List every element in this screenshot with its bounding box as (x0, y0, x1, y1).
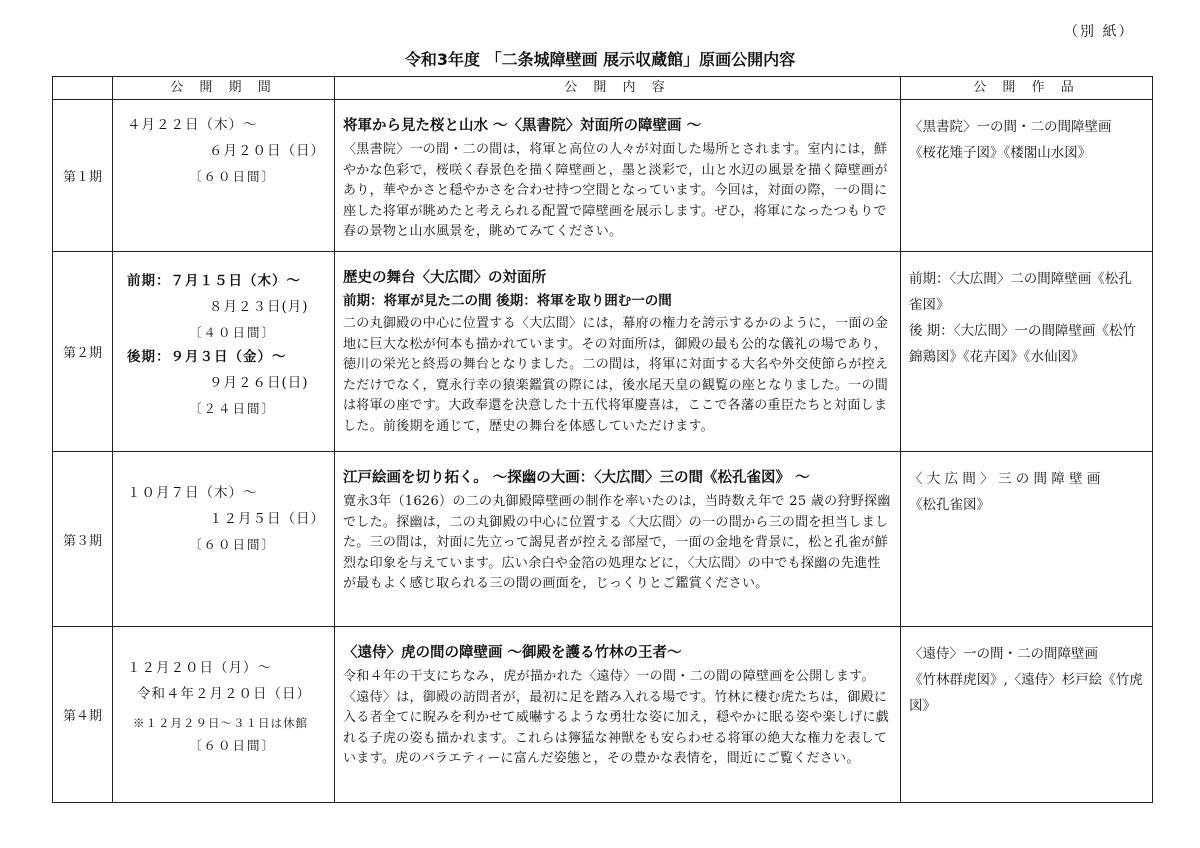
content-cell (335, 100, 901, 252)
content-cell (335, 452, 901, 627)
works-line: 《桜花雉子図》《楼閣山水図》 (909, 145, 1092, 161)
page-title: 令和3年度 「二条城障壁画 展示収蔵館」原画公開内容 (404, 50, 796, 69)
end-date-late: ９月２６日(日) (209, 375, 309, 391)
start-date: ４月２２日（木）～ (127, 117, 258, 133)
table-row (53, 627, 1153, 803)
content-cell (335, 627, 901, 803)
period-dates (113, 452, 335, 627)
period-label: 第３期 (53, 452, 113, 627)
closure-note: ※１２月２９日～３１日は休館 (133, 716, 308, 730)
day-count: 〔６０日間〕 (189, 169, 277, 184)
day-count: 〔４０日間〕 (189, 325, 277, 340)
content-title: 歴史の舞台〈大広間〉の対面所 (343, 270, 546, 286)
period-label: 第１期 (53, 100, 113, 252)
works-cell (901, 100, 1153, 252)
end-date: 令和４年２月２０日（日） (137, 686, 311, 702)
table-row (53, 452, 1153, 627)
start-date: 前期：７月１５日（木）～ (127, 273, 301, 289)
works-line: 〈遠侍〉一の間・二の間障壁画 (909, 646, 1098, 662)
start-date-late: 後期：９月３日（金）～ (127, 349, 287, 365)
end-date: ８月２３日(月) (209, 299, 309, 315)
content-subtitle: 前期：将軍が見た二の間 後期：将軍を取り囲む一の間 (343, 293, 672, 309)
works-line: 前期：〈大広間〉二の間障壁画《松孔雀図》 (909, 271, 1132, 313)
header-empty (53, 77, 113, 100)
content-body: 寛永3年（1626）の二の丸御殿障壁画の制作を率いたのは，当時数え年で 25 歳の狩野探幽でした。探幽は，二の丸御殿の中心に位置する〈大広間〉の一の間から三の間を担当しました。三の間は，対面に先立って謁見者が控える部屋で，一面の金地を背景に，松と孔雀が鮮烈な印象を与えています。広い余白や金箔の処理などに，〈大広間〉の中でも探幽の先進性が最もよく感じ取られる三の間の画面を，じっくりとご鑑賞ください。 (343, 494, 891, 591)
table-row (53, 252, 1153, 452)
works-line: 後 期：〈大広間〉一の間障壁画《松竹錦鶏図》《花卉図》《水仙図》 (909, 323, 1137, 365)
period-dates (113, 627, 335, 803)
content-title: 〈遠侍〉虎の間の障壁画 ～御殿を護る竹林の王者～ (343, 645, 682, 661)
day-count: 〔６０日間〕 (189, 738, 277, 753)
end-date: １２月５日（日） (209, 511, 325, 527)
works-cell (901, 252, 1153, 452)
header-works: 公 開 作 品 (901, 77, 1153, 100)
attachment-note: （別 紙） (1064, 24, 1135, 40)
works-cell (901, 452, 1153, 627)
content-body: 令和４年の干支にちなみ，虎が描かれた〈遠侍〉一の間・二の間の障壁画を公開します。〈遠侍〉は，御殿の訪問者が，最初に足を踏み入れる場です。竹林に棲む虎たちは，御殿に入る者全てに睨みを利かせて威嚇するような勇壮な姿に加え，穏やかに眠る姿や楽しげに戯れる子虎の姿も描かれます。これらは獰猛な神獣をも安らわせる将軍の絶大な権力を表しています。虎のバラエティーに富んだ姿態と，その豊かな表情を，間近にご覧ください。 (343, 669, 890, 766)
header-row (53, 77, 1153, 100)
table-row (53, 100, 1153, 252)
day-count: 〔６０日間〕 (189, 537, 277, 552)
period-label: 第２期 (53, 252, 113, 452)
end-date: ６月２０日（日） (209, 143, 325, 159)
period-label: 第４期 (53, 627, 113, 803)
works-line: 〈黒書院〉一の間・二の間障壁画 (909, 119, 1112, 135)
content-body: 二の丸御殿の中心に位置する〈大広間〉には，幕府の権力を誇示するかのように，一面の金地に巨大な松が何本も描かれています。その対面所は，御殿の最も公的な儀礼の場であり，徳川の栄光と終焉の舞台となりました。二の間は，将軍に対面する大名や外交使節らが控えただけでなく，寛永行幸の猿楽鑑賞の際には，後水尾天皇の観覧の座となりました。一の間は将軍の座です。大政奉還を決意した十五代将軍慶喜は，ここで各藩の重臣たちと対面しました。前後期を通じて，歴史の舞台を体感していただけます。 (343, 316, 889, 434)
works-cell (901, 627, 1153, 803)
start-date: １２月２０日（月）～ (127, 660, 272, 676)
content-cell (335, 252, 901, 452)
day-count-late: 〔２４日間〕 (189, 401, 277, 416)
works-line: 《松孔雀図》 (909, 497, 990, 513)
period-dates (113, 252, 335, 452)
content-title: 江戸絵画を切り拓く。 ～探幽の大画：〈大広間〉三の間《松孔雀図》 ～ (343, 470, 810, 486)
exhibition-table (52, 76, 1153, 803)
works-line: 《竹林群虎図》,〈遠侍〉杉戸絵《竹虎図》 (909, 672, 1143, 714)
content-title: 将軍から見た桜と山水 ～〈黒書院〉対面所の障壁画 ～ (343, 118, 702, 134)
start-date: １０月７日（木）～ (127, 485, 258, 501)
period-dates (113, 100, 335, 252)
header-period: 公 開 期 間 (113, 77, 335, 100)
header-content: 公 開 内 容 (335, 77, 901, 100)
content-body: 〈黒書院〉一の間・二の間は，将軍と高位の人々が対面した場所とされます。室内には，鮮やかな色彩で，桜咲く春景色を描く障壁画と，墨と淡彩で，山と水辺の風景を描く障壁画があり，華やかさと穏やかさを合わせ持つ空間となっています。今回は，対面の際，一の間に座した将軍が眺めたと考えられる配置で障壁画を展示します。ぜひ，将軍になったつもりで春の景物と山水風景を，眺めてみてください。 (343, 142, 888, 239)
works-line: 〈 大 広 間 〉 三 の 間 障 壁 画 (909, 471, 1101, 487)
